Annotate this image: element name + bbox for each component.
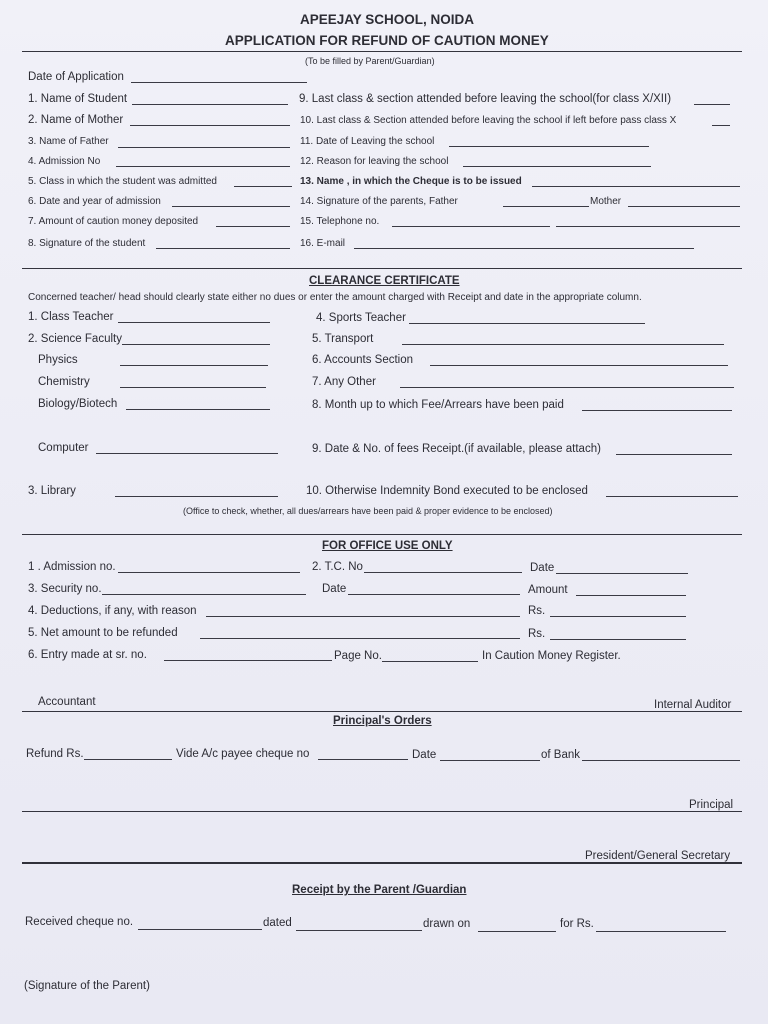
page-no-label: Page No. — [334, 650, 382, 662]
section-rule-3 — [22, 711, 742, 712]
sports-teacher-field[interactable] — [409, 323, 645, 324]
clearance-instruction: Concerned teacher/ head should clearly state either no dues or enter the amount charged with Receipt and date in the appropriate column. — [28, 292, 642, 303]
tc-no-field[interactable] — [364, 572, 522, 573]
computer-field[interactable] — [96, 453, 278, 454]
drawn-on-field[interactable] — [478, 931, 556, 932]
library-field[interactable] — [115, 496, 278, 497]
class-teacher-label: 1. Class Teacher — [28, 311, 114, 323]
security-date-label: Date — [322, 583, 347, 595]
school-name: APEEJAY SCHOOL, NOIDA — [300, 12, 475, 27]
leaving-reason-field[interactable] — [463, 166, 651, 167]
accountant-label: Accountant — [38, 696, 96, 708]
date-of-application-label: Date of Application — [28, 71, 124, 83]
deductions-field[interactable] — [206, 616, 520, 617]
date-of-application-field[interactable] — [131, 82, 307, 83]
mother-signature-field[interactable] — [628, 206, 740, 207]
fee-month-label: 8. Month up to which Fee/Arrears have been paid — [312, 399, 564, 411]
header-rule — [22, 51, 742, 52]
for-rs-label: for Rs. — [560, 918, 594, 930]
received-cheque-field[interactable] — [138, 929, 262, 930]
cheque-name-label: 13. Name , in which the Cheque is to be issued — [300, 176, 522, 187]
chemistry-label: Chemistry — [38, 376, 90, 388]
science-faculty-label: 2. Science Faculty — [28, 333, 122, 345]
principal-label: Principal — [689, 799, 734, 811]
last-class-before-x-field[interactable] — [712, 125, 730, 126]
deductions-label: 4. Deductions, if any, with reason — [28, 605, 197, 617]
cheque-name-field[interactable] — [532, 186, 740, 187]
telephone-field-1[interactable] — [392, 226, 550, 227]
admission-no-field[interactable] — [116, 166, 290, 167]
refund-rs-label: Refund Rs. — [26, 748, 84, 760]
security-no-field[interactable] — [102, 594, 306, 595]
biology-field[interactable] — [126, 409, 270, 410]
sports-teacher-label: 4. Sports Teacher — [316, 312, 406, 324]
indemnity-bond-label: 10. Otherwise Indemnity Bond executed to be enclosed — [306, 485, 588, 497]
tc-no-label: 2. T.C. No — [312, 561, 363, 573]
student-signature-label: 8. Signature of the student — [28, 238, 146, 249]
register-label: In Caution Money Register. — [482, 650, 621, 662]
class-teacher-field[interactable] — [118, 322, 270, 323]
order-date-field[interactable] — [440, 760, 540, 761]
security-amount-field[interactable] — [576, 595, 686, 596]
student-name-label: 1. Name of Student — [28, 93, 128, 105]
telephone-label: 15. Telephone no. — [300, 216, 380, 227]
net-amount-rs-label: Rs. — [528, 628, 546, 640]
transport-field[interactable] — [402, 344, 724, 345]
father-name-label: 3. Name of Father — [28, 136, 109, 147]
form-subtitle: (To be filled by Parent/Guardian) — [305, 56, 435, 66]
fee-receipt-label: 9. Date & No. of fees Receipt.(if available, please attach) — [312, 443, 601, 455]
father-name-field[interactable] — [118, 147, 290, 148]
fee-receipt-field[interactable] — [616, 454, 732, 455]
indemnity-bond-field[interactable] — [606, 496, 738, 497]
class-admitted-field[interactable] — [234, 186, 292, 187]
last-class-label: 9. Last class & section attended before leaving the school(for class X/XII) — [299, 93, 672, 105]
clearance-note: (Office to check, whether, all dues/arrears have been paid & proper evidence to be enclosed) — [183, 506, 553, 516]
security-date-field[interactable] — [348, 594, 520, 595]
president-signature-line[interactable] — [22, 862, 742, 864]
receipt-title: Receipt by the Parent /Guardian — [292, 884, 467, 896]
chemistry-field[interactable] — [120, 387, 266, 388]
office-admission-no-field[interactable] — [118, 572, 300, 573]
caution-amount-field[interactable] — [216, 226, 290, 227]
received-cheque-label: Received cheque no. — [25, 916, 134, 928]
dated-label: dated — [263, 917, 292, 929]
of-bank-label: of Bank — [541, 749, 580, 761]
accounts-section-label: 6. Accounts Section — [312, 354, 414, 366]
email-field[interactable] — [354, 248, 694, 249]
fee-month-field[interactable] — [582, 410, 732, 411]
student-name-field[interactable] — [132, 104, 288, 105]
security-amount-label: Amount — [528, 584, 568, 596]
tc-date-label: Date — [530, 562, 555, 574]
office-admission-no-label: 1 . Admission no. — [28, 561, 116, 573]
refund-rs-field[interactable] — [84, 759, 172, 760]
mother-name-field[interactable] — [130, 125, 290, 126]
leaving-date-label: 11. Date of Leaving the school — [300, 136, 435, 147]
entry-label: 6. Entry made at sr. no. — [28, 649, 147, 661]
biology-label: Biology/Biotech — [38, 398, 118, 410]
tc-date-field[interactable] — [556, 573, 688, 574]
any-other-label: 7. Any Other — [312, 376, 376, 388]
any-other-field[interactable] — [400, 387, 734, 388]
page-no-field[interactable] — [382, 661, 478, 662]
cheque-no-field[interactable] — [318, 759, 408, 760]
order-date-label: Date — [412, 749, 437, 761]
telephone-field-2[interactable] — [556, 226, 740, 227]
net-amount-field[interactable] — [200, 638, 520, 639]
admission-date-label: 6. Date and year of admission — [28, 196, 161, 207]
president-label: President/General Secretary — [585, 850, 731, 862]
father-signature-label: 14. Signature of the parents, Father — [300, 196, 458, 207]
admission-no-label: 4. Admission No — [28, 156, 101, 167]
last-class-before-x-label: 10. Last class & Section attended before leaving the school if left before pass class X — [300, 115, 677, 126]
drawn-on-label: drawn on — [423, 918, 471, 930]
internal-auditor-label: Internal Auditor — [654, 699, 732, 711]
deductions-rs-label: Rs. — [528, 605, 546, 617]
bank-field[interactable] — [582, 760, 740, 761]
for-rs-field[interactable] — [596, 931, 726, 932]
computer-label: Computer — [38, 442, 89, 454]
leaving-date-field[interactable] — [449, 146, 649, 147]
transport-label: 5. Transport — [312, 333, 374, 345]
last-class-field[interactable] — [694, 104, 730, 105]
section-rule-1 — [22, 268, 742, 269]
deductions-rs-field[interactable] — [550, 616, 686, 617]
student-signature-field[interactable] — [156, 248, 290, 249]
clearance-title: CLEARANCE CERTIFICATE — [309, 275, 460, 287]
office-use-title: FOR OFFICE USE ONLY — [322, 540, 453, 552]
accounts-section-field[interactable] — [430, 365, 728, 366]
father-signature-field[interactable] — [503, 206, 589, 207]
form-title: APPLICATION FOR REFUND OF CAUTION MONEY — [225, 33, 549, 48]
physics-field[interactable] — [120, 365, 268, 366]
class-admitted-label: 5. Class in which the student was admitted — [28, 176, 217, 187]
library-label: 3. Library — [28, 485, 76, 497]
mother-name-label: 2. Name of Mother — [28, 114, 124, 126]
caution-amount-label: 7. Amount of caution money deposited — [28, 216, 199, 227]
entry-field[interactable] — [164, 660, 332, 661]
section-rule-2 — [22, 534, 742, 535]
leaving-reason-label: 12. Reason for leaving the school — [300, 156, 449, 167]
mother-signature-label: Mother — [590, 196, 622, 207]
security-no-label: 3. Security no. — [28, 583, 102, 595]
physics-label: Physics — [38, 354, 78, 366]
email-label: 16. E-mail — [300, 238, 346, 249]
science-faculty-field[interactable] — [122, 344, 270, 345]
dated-field[interactable] — [296, 930, 422, 931]
principal-signature-line[interactable] — [22, 811, 742, 812]
principal-orders-title: Principal's Orders — [333, 715, 432, 727]
admission-date-field[interactable] — [172, 206, 290, 207]
net-amount-label: 5. Net amount to be refunded — [28, 627, 178, 639]
parent-signature-label: (Signature of the Parent) — [24, 980, 150, 992]
cheque-no-label: Vide A/c payee cheque no — [176, 748, 310, 760]
net-amount-rs-field[interactable] — [550, 639, 686, 640]
